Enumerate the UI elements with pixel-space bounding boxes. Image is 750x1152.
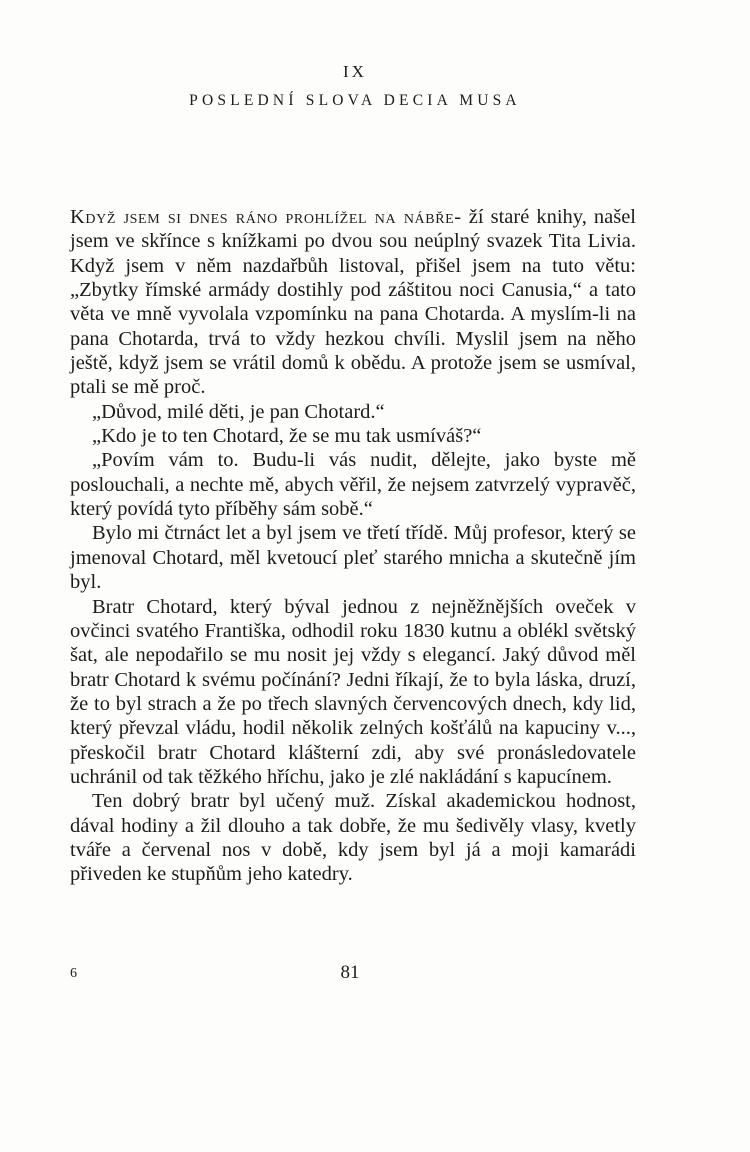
chapter-title: POSLEDNÍ SLOVA DECIA MUSA	[189, 92, 521, 109]
paragraph: „Povím vám to. Budu-li vás nudit, dělejte, jako byste mě poslouchali, a nechte mě, abych věřil, že nejsem zatvrzelý vypravěč, který povídá tyto příběhy sám sobě.“	[70, 449, 636, 521]
signature-mark: 6	[70, 966, 77, 981]
paragraph-text: ží staré knihy, našel jsem ve skřínce s knížkami po dvou sou neúplný svazek Tita Livia. Když jsem v něm nazdařbůh listoval, přišel jsem na tuto větu: „Zbytky římské armády dostihly pod záštitou noci Canusia,“ a tato věta ve mně vyvolala vzpomínku na pana Chotarda. A myslím-li na pana Chotarda, trvá to vždy hezkou chvíli. Myslil jsem na něho ještě, když jsem se vrátil domů k obědu. A protože jsem se usmíval, ptali se mě proč.	[70, 206, 637, 399]
paragraph: „Důvod, milé děti, je pan Chotard.“	[92, 400, 385, 423]
page-number: 81	[340, 962, 360, 983]
paragraph: Ten dobrý bratr byl učený muž. Získal akademickou hodnost, dával hodiny a žil dlouho a tak dobře, že mu šedivěly vlasy, kvetly tváře a červenal nos v době, kdy jsem byl já a moji kamarádi přiveden ke stupňům jeho katedry.	[70, 790, 636, 886]
body-text	[70, 205, 636, 887]
paragraph: Bylo mi čtrnáct let a byl jsem ve třetí třídě. Můj profesor, který se jmenoval Chotard, měl kvetoucí pleť starého mnicha a skutečně jím byl.	[70, 522, 636, 594]
chapter-number: IX	[343, 62, 367, 81]
paragraph	[70, 205, 636, 400]
opening-words: Když jsem si dnes ráno prohlížel na nábře-	[70, 206, 462, 228]
paragraph: „Kdo je to ten Chotard, že se mu tak usmíváš?“	[92, 425, 482, 448]
paragraph: Bratr Chotard, který býval jednou z nejněžnějších oveček v ovčinci svatého Františka, odhodil roku 1830 kutnu a oblékl světský šat, ale nepodařilo se mu nosit jej vždy s elegancí. Jaký důvod měl bratr Chotard k svému počínání? Jedni říkají, že to byla láska, druzí, že to byl strach a že po třech slavných červencových dnech, kdy lid, který převzal vládu, hodil několik zelných košťálů na kapuciny v..., přeskočil bratr Chotard klášterní zdi, aby své pronásledovatele uchránil od tak těžkého hříchu, jako je zlé nakládání s kapucínem.	[70, 595, 636, 788]
